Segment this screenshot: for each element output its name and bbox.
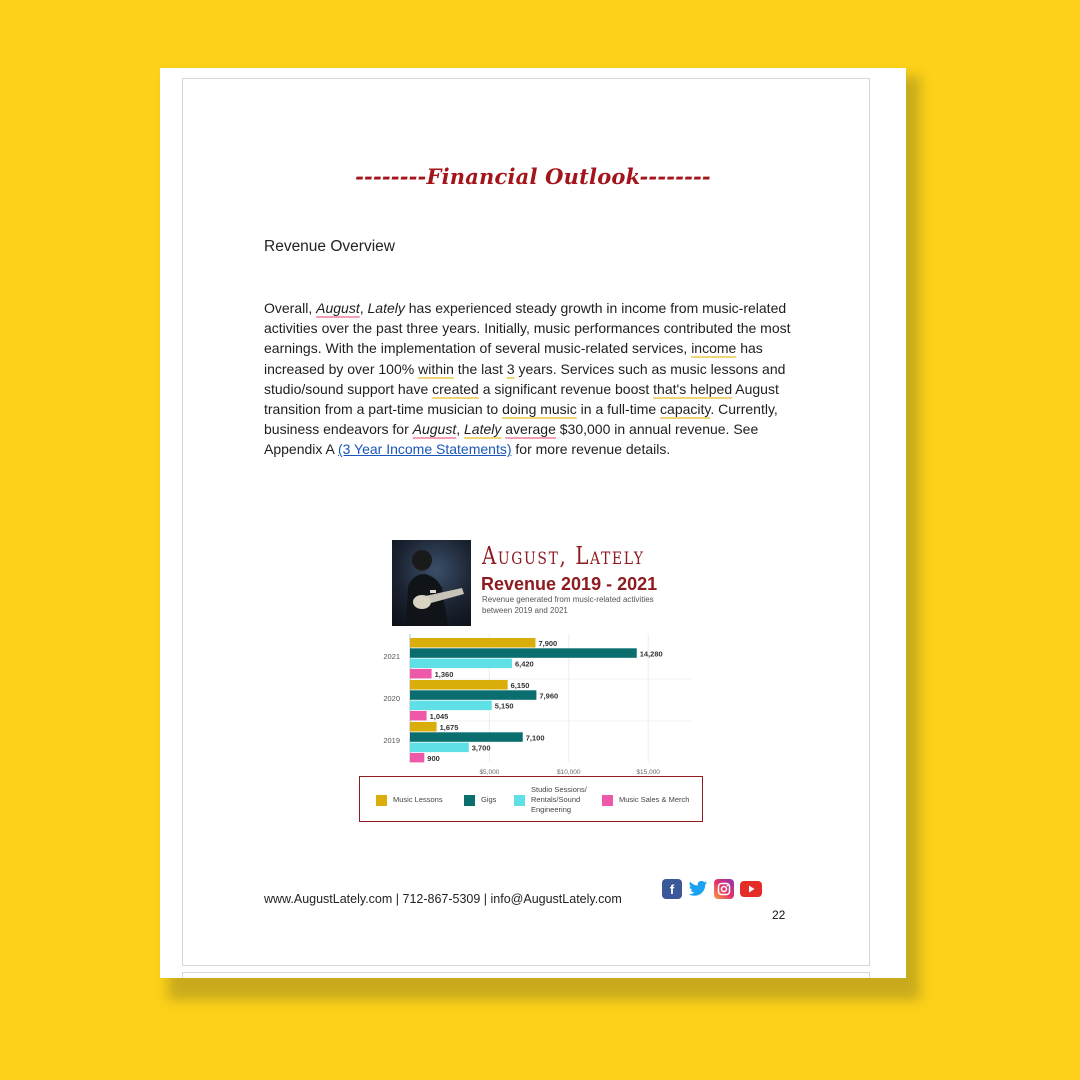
legend-item-music-lessons: [376, 777, 443, 823]
bar-value-label: 1,360: [434, 669, 454, 679]
bar-value-label: 5,150: [494, 701, 514, 711]
infographic-subtitle: Revenue generated from music-related activities between 2019 and 2021: [482, 595, 654, 615]
y-category-label: 2021: [383, 652, 400, 661]
legend-swatch: [376, 795, 387, 806]
legend-swatch: [464, 795, 475, 806]
bar: [410, 701, 492, 711]
legend-label: Studio Sessions/ Rentals/Sound Engineering: [531, 785, 587, 814]
bar-value-label: 1,675: [439, 723, 459, 732]
next-page-border: [182, 972, 870, 978]
document-page: [160, 68, 906, 978]
bar-value-label: 1,045: [429, 711, 449, 721]
legend-label: Music Sales & Merch: [619, 795, 690, 804]
page-number: 22: [772, 908, 786, 922]
bar-value-label: 7,960: [539, 691, 559, 701]
bar: [410, 638, 535, 648]
bar: [410, 690, 536, 700]
section-heading: --------Financial Outlook--------: [355, 164, 711, 189]
bar: [410, 680, 508, 690]
bar-value-label: 7,900: [538, 639, 558, 648]
infographic-title: Revenue 2019 - 2021: [481, 574, 658, 594]
bar: [410, 732, 523, 742]
y-category-label: 2020: [383, 694, 400, 703]
legend-item-gigs: [464, 777, 496, 823]
bar: [410, 648, 637, 658]
legend-item-music-sales: [602, 777, 689, 823]
page-border: [182, 78, 870, 966]
bar: [410, 659, 512, 669]
bar-value-label: 7,100: [525, 733, 545, 743]
bar-value-label: 14,280: [639, 649, 663, 659]
bar: [410, 669, 432, 679]
x-tick-label: $10,000: [557, 769, 581, 776]
appendix-link[interactable]: (3 Year Income Statements): [337, 441, 512, 458]
bar-value-label: 6,150: [510, 681, 530, 690]
bar: [410, 711, 427, 721]
facebook-icon[interactable]: f: [662, 879, 682, 899]
bar-value-label: 900: [427, 753, 440, 763]
legend-swatch: [602, 795, 613, 806]
legend-label: Gigs: [481, 795, 497, 804]
revenue-bar-chart: [366, 630, 696, 776]
bar: [410, 743, 469, 753]
bar: [410, 722, 437, 732]
legend-swatch: [514, 795, 525, 806]
twitter-icon[interactable]: [688, 879, 708, 899]
x-tick-label: $5,000: [479, 769, 500, 776]
bar-value-label: 3,700: [471, 743, 491, 753]
social-icons: [662, 879, 762, 899]
y-category-label: 2019: [383, 736, 400, 745]
chart-legend: [359, 776, 703, 822]
legend-item-studio-sessions: [514, 777, 595, 823]
legend-label: Music Lessons: [393, 795, 443, 804]
bar: [410, 753, 424, 763]
youtube-icon[interactable]: [740, 881, 762, 897]
infographic-brand: August, Lately: [482, 542, 645, 570]
footer-contact: www.AugustLately.com | 712-867-5309 | info@AugustLately.com: [264, 892, 622, 906]
brand-name: August: [412, 421, 457, 438]
bar-value-label: 6,420: [514, 659, 534, 669]
x-tick-label: $15,000: [636, 769, 660, 776]
revenue-paragraph: Overall, August, Lately has experienced steady growth in income from music-related activities over the past three years. Initially, music performances contributed the most earnings. With the implementation of several music-related services, income has increased by over 100% within the last 3 years. Services such as music lessons and studio/sound support have created a significant revenue boost that's helped August transition from a part-time musician to doing music in a full-time capacity. Currently, business endeavors for August, Lately average $30,000 in annual revenue. See Appendix A (3 Year Income Statements) for more revenue details.: [264, 300, 791, 458]
instagram-icon[interactable]: [714, 879, 734, 899]
musician-photo: [392, 540, 471, 626]
revenue-overview-title: Revenue Overview: [264, 238, 395, 255]
brand-name: August: [316, 300, 360, 316]
